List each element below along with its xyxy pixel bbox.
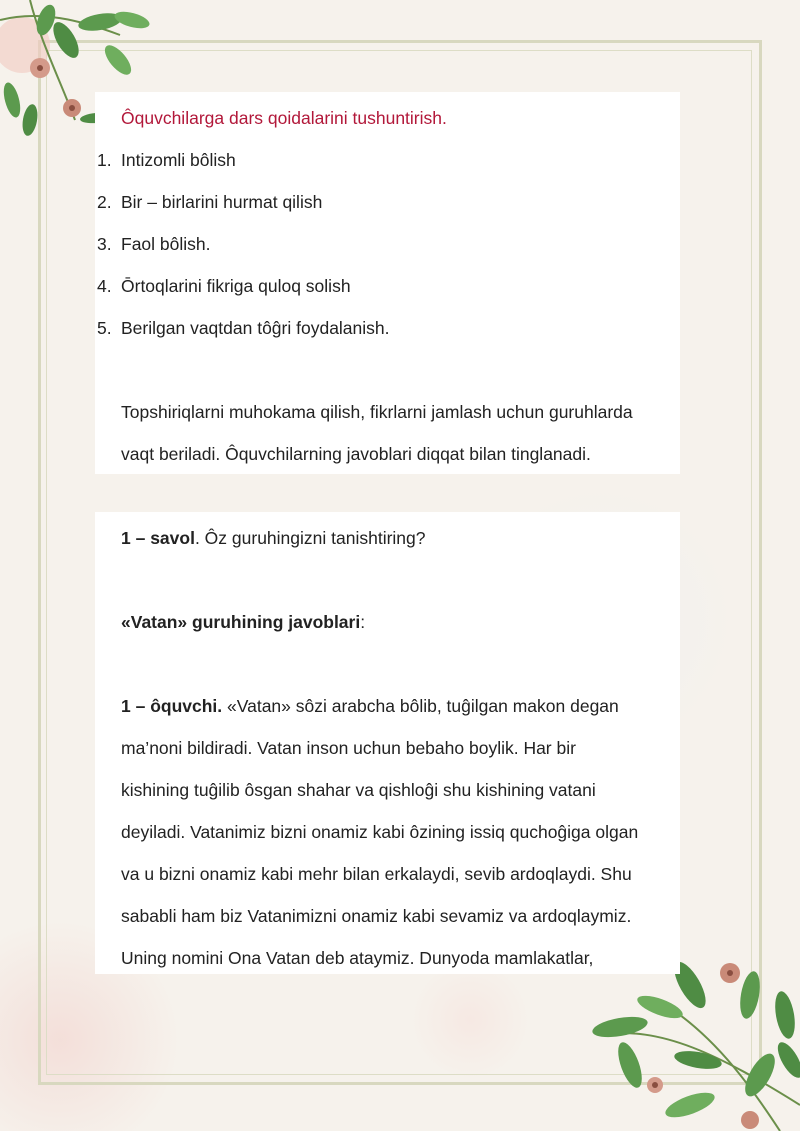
list-item-text: Faol bôlish. bbox=[121, 234, 211, 254]
list-item-number: 4. bbox=[97, 276, 112, 296]
list-item-text: Bir – birlarini hurmat qilish bbox=[121, 192, 323, 212]
group-answers-suffix: : bbox=[360, 612, 366, 632]
question-text: . Ôz guruhingizni tanishtiring? bbox=[194, 528, 426, 548]
student-answer-line: kishining tuĝilib ôsgan shahar va qishloĝi shu kishining vatani bbox=[121, 780, 596, 800]
list-item-number: 2. bbox=[97, 192, 112, 212]
group-answers-label: «Vatan» guruhining javoblari bbox=[121, 612, 361, 632]
student-answer-line bbox=[121, 696, 619, 716]
student-answer-text: «Vatan» sôzi arabcha bôlib, tuĝilgan makon degan bbox=[222, 696, 619, 716]
paragraph-line: vaqt beriladi. Ôquvchilarning javoblari diqqat bilan tinglanadi. bbox=[121, 444, 591, 464]
list-item-number: 5. bbox=[97, 318, 112, 338]
question-label: 1 – savol bbox=[121, 528, 195, 548]
list-item-number: 3. bbox=[97, 234, 112, 254]
list-item-text: Ōrtoqlarini fikriga quloq solish bbox=[121, 276, 351, 296]
paragraph-line: Topshiriqlarni muhokama qilish, fikrlarni jamlash uchun guruhlarda bbox=[121, 402, 633, 422]
student-label: 1 – ôquvchi. bbox=[121, 696, 223, 716]
list-item-text: Berilgan vaqtdan tôĝri foydalanish. bbox=[121, 318, 390, 338]
student-answer-line: sababli ham biz Vatanimizni onamiz kabi sevamiz va ardoqlaymiz. bbox=[121, 906, 632, 926]
list-item-number: 1. bbox=[97, 150, 112, 170]
student-answer-line: deyiladi. Vatanimiz bizni onamiz kabi ôzining issiq quchoĝiga olgan bbox=[121, 822, 639, 842]
floral-corner-bottom-right-icon bbox=[580, 955, 800, 1131]
section-heading: Ôquvchilarga dars qoidalarini tushuntirish. bbox=[121, 108, 447, 128]
student-answer-line: Uning nomini Ona Vatan deb ataymiz. Dunyoda mamlakatlar, bbox=[121, 948, 594, 968]
list-item-text: Intizomli bôlish bbox=[121, 150, 236, 170]
student-answer-line: va u bizni onamiz kabi mehr bilan erkalaydi, sevib ardoqlaydi. Shu bbox=[121, 864, 632, 884]
question-line bbox=[121, 528, 426, 548]
student-answer-line: ma’noni bildiradi. Vatan inson uchun bebaho boylik. Har bir bbox=[121, 738, 576, 758]
group-answers-heading bbox=[121, 612, 365, 632]
